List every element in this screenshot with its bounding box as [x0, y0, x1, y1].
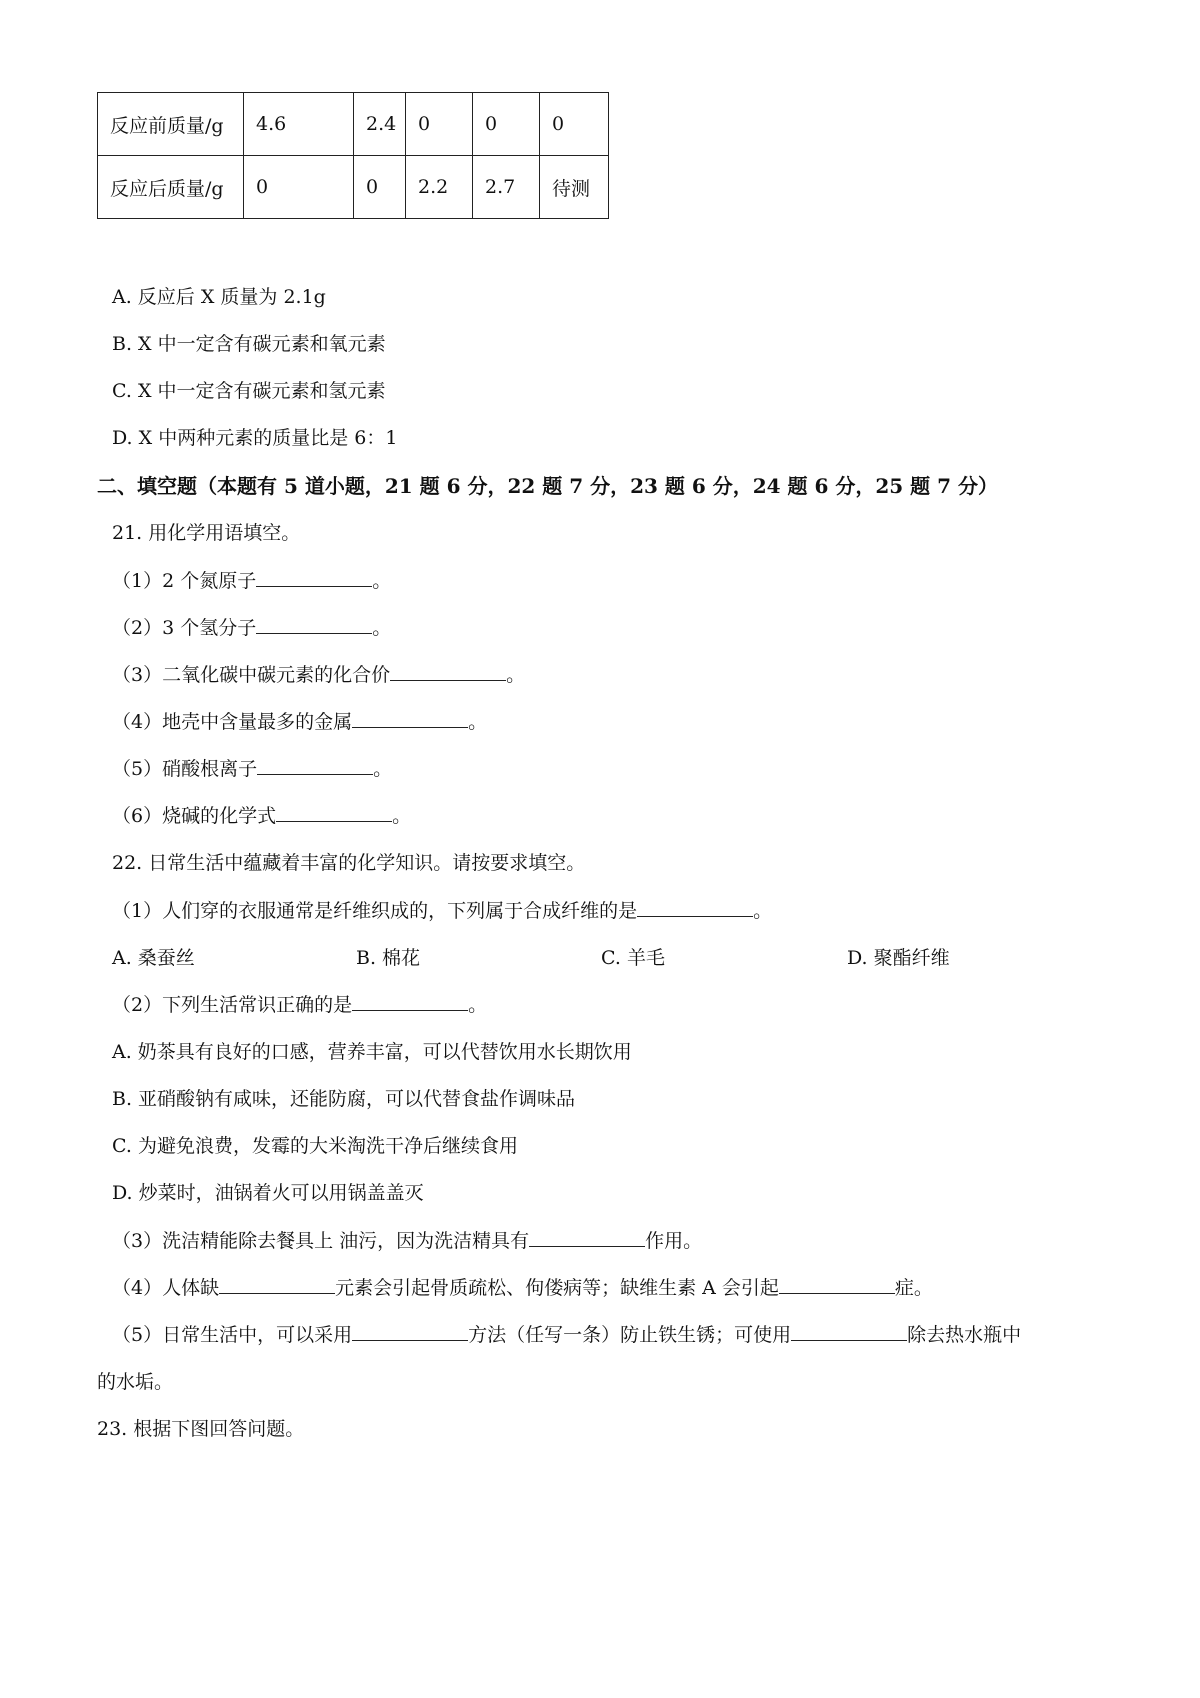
- answer-blank[interactable]: [276, 805, 392, 822]
- answer-blank[interactable]: [637, 900, 753, 917]
- section-heading: 二、填空题（本题有 5 道小题，21 题 6 分，22 题 7 分，23 题 6 分，24 题 6 分，25 题 7 分）: [97, 474, 999, 498]
- answer-blank[interactable]: [256, 617, 372, 634]
- table-row-label: 反应前质量/g: [98, 93, 244, 156]
- q22-part-1: [112, 896, 772, 923]
- table-cell: 2.7: [473, 156, 540, 219]
- q21-item-3-text: （3）二氧化碳中碳元素的化合价: [112, 664, 391, 686]
- answer-blank[interactable]: [529, 1230, 645, 1247]
- q21-item-1-end: 。: [372, 570, 392, 592]
- q22-part-4-mid: 元素会引起骨质疏松、佝偻病等；缺维生素 A 会引起: [335, 1277, 779, 1299]
- q22-part-5-text: （5）日常生活中，可以采用: [112, 1324, 353, 1346]
- q21-item-2-end: 。: [372, 617, 392, 639]
- table-cell: 0: [473, 93, 540, 156]
- q22-p1-option-d: D. 聚酯纤维: [847, 947, 950, 969]
- answer-blank[interactable]: [219, 1277, 335, 1294]
- q21-item-5-text: （5）硝酸根离子: [112, 758, 258, 780]
- q22-part-2: [112, 990, 487, 1017]
- q21-item-2: [112, 613, 391, 640]
- q21-item-2-text: （2）3 个氢分子: [112, 617, 257, 639]
- q22-part-2-end: 。: [468, 994, 488, 1016]
- answer-blank[interactable]: [256, 570, 372, 587]
- q21-item-3: [112, 660, 525, 687]
- q22-part-1-end: 。: [753, 900, 773, 922]
- mass-table: [97, 92, 609, 219]
- table-cell: 2.4: [354, 93, 406, 156]
- table-cell: 0: [244, 156, 354, 219]
- q21-item-5-end: 。: [373, 758, 393, 780]
- q22-p2-option-c: C. 为避免浪费，发霉的大米淘洗干净后继续食用: [112, 1135, 518, 1157]
- q22-p1-option-c: C. 羊毛: [601, 947, 665, 969]
- q22-part-5: [112, 1320, 1021, 1347]
- q22-p1-option-b: B. 棉花: [356, 947, 421, 969]
- table-cell: 0: [354, 156, 406, 219]
- q22-p2-option-b: B. 亚硝酸钠有咸味，还能防腐，可以代替食盐作调味品: [112, 1088, 576, 1110]
- answer-blank[interactable]: [791, 1324, 907, 1341]
- table-row-label: 反应后质量/g: [98, 156, 244, 219]
- table-cell: 待测: [540, 156, 609, 219]
- q21-item-6-text: （6）烧碱的化学式: [112, 805, 277, 827]
- q22-part-4: [112, 1273, 933, 1300]
- q21-item-4-text: （4）地壳中含量最多的金属: [112, 711, 353, 733]
- table-row: [98, 156, 609, 219]
- q22-p2-option-a: A. 奶茶具有良好的口感，营养丰富，可以代替饮用水长期饮用: [112, 1041, 632, 1063]
- q22-part-4-end: 症。: [894, 1277, 933, 1299]
- q21-item-6: [112, 801, 411, 828]
- q22-part-1-text: （1）人们穿的衣服通常是纤维织成的，下列属于合成纤维的是: [112, 900, 638, 922]
- q20-option-c: C. X 中一定含有碳元素和氢元素: [112, 380, 386, 402]
- answer-blank[interactable]: [352, 1324, 468, 1341]
- q22-p1-option-a: A. 桑蚕丝: [112, 947, 195, 969]
- q22-part-3-text: （3）洗洁精能除去餐具上 油污，因为洗洁精具有: [112, 1230, 530, 1252]
- q22-part-2-text: （2）下列生活常识正确的是: [112, 994, 353, 1016]
- table-cell: 0: [540, 93, 609, 156]
- q22-part-5-end: 除去热水瓶中: [907, 1324, 1022, 1346]
- q21-item-3-end: 。: [506, 664, 526, 686]
- q21-stem: 21. 用化学用语填空。: [112, 522, 301, 544]
- answer-blank[interactable]: [352, 994, 468, 1011]
- table-row: [98, 93, 609, 156]
- answer-blank[interactable]: [257, 758, 373, 775]
- answer-blank[interactable]: [390, 664, 506, 681]
- table-cell: 2.2: [406, 156, 473, 219]
- q21-item-4-end: 。: [468, 711, 488, 733]
- q22-part-5-continued: 的水垢。: [97, 1371, 174, 1393]
- q23-stem: 23. 根据下图回答问题。: [97, 1418, 305, 1440]
- table-cell: 0: [406, 93, 473, 156]
- q22-stem: 22. 日常生活中蕴藏着丰富的化学知识。请按要求填空。: [112, 852, 586, 874]
- q21-item-6-end: 。: [392, 805, 412, 827]
- answer-blank[interactable]: [779, 1277, 895, 1294]
- q20-option-b: B. X 中一定含有碳元素和氧元素: [112, 333, 386, 355]
- q21-item-4: [112, 707, 487, 734]
- q22-part-5-mid: 方法（任写一条）防止铁生锈；可使用: [468, 1324, 792, 1346]
- q21-item-5: [112, 754, 392, 781]
- q21-item-1-text: （1）2 个氮原子: [112, 570, 257, 592]
- q22-part-3: [112, 1226, 702, 1253]
- q22-part-4-text: （4）人体缺: [112, 1277, 220, 1299]
- q20-option-a: A. 反应后 X 质量为 2.1g: [112, 286, 326, 308]
- answer-blank[interactable]: [352, 711, 468, 728]
- q21-item-1: [112, 566, 391, 593]
- q22-p2-option-d: D. 炒菜时，油锅着火可以用锅盖盖灭: [112, 1182, 424, 1204]
- q22-part-3-end: 作用。: [645, 1230, 703, 1252]
- table-cell: 4.6: [244, 93, 354, 156]
- q20-option-d: D. X 中两种元素的质量比是 6：1: [112, 427, 398, 449]
